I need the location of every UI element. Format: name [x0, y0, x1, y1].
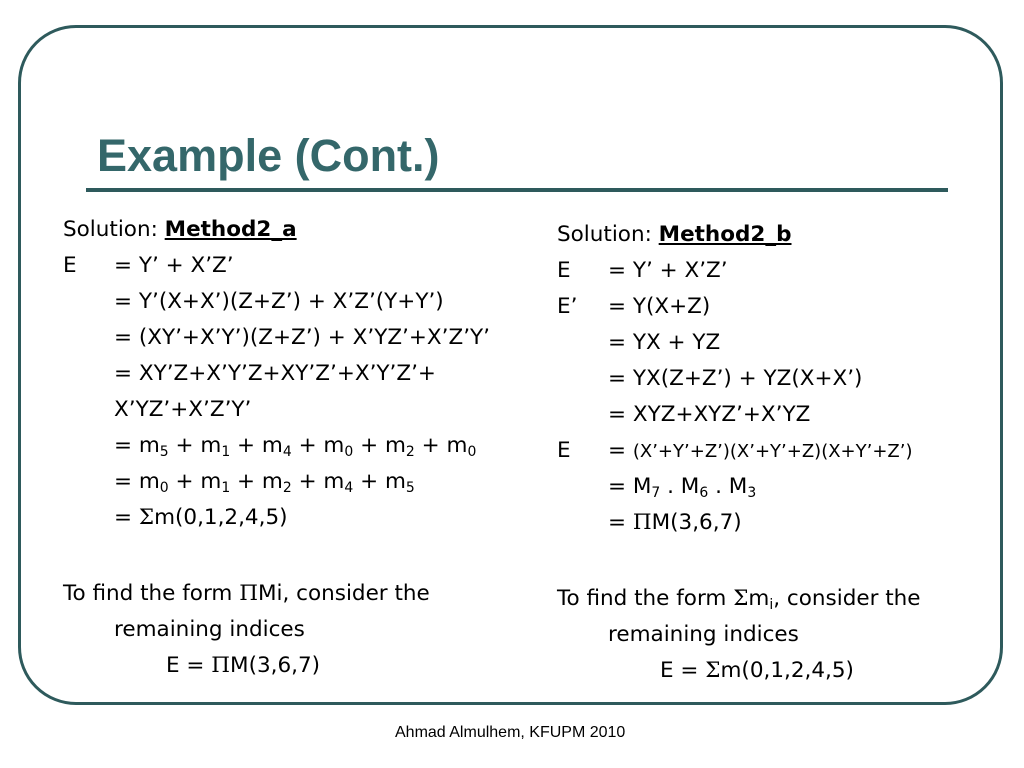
variable-label: E	[557, 258, 571, 283]
expression-text: = (XY’+X’Y’)(Z+Z’) + X’YZ’+X’Z’Y’	[114, 325, 490, 350]
method-label: Method2_b	[658, 222, 792, 247]
solution-label: Solution:	[63, 217, 165, 242]
method-label: Method2_a	[164, 217, 297, 242]
expression-text: = YX + YZ	[608, 330, 721, 355]
pi-symbol: Π	[632, 510, 652, 535]
expression-text: X’YZ’+X’Z’Y’	[114, 397, 252, 422]
product-of-maxterms: = ΠM(3,6,7)	[608, 510, 742, 535]
variable-label: E	[63, 253, 77, 278]
expression-text: = Y’(X+X’)(Z+Z’) + X’Z’(Y+Y’)	[114, 289, 444, 314]
sigma-symbol: Σ	[705, 658, 721, 683]
sum-of-minterms: = Σm(0,1,2,4,5)	[114, 505, 288, 530]
maxterm-expression: = $M_7$ . $M_6$ . $M_3$	[608, 474, 757, 502]
expression-text: = Y’ + X’Z’	[608, 258, 728, 283]
pi-symbol: Π	[239, 581, 258, 606]
pi-symbol: Π	[211, 653, 231, 678]
variable-label: E’	[557, 294, 578, 319]
title-underline	[86, 188, 948, 192]
slide-title: Example (Cont.)	[97, 130, 440, 181]
sigma-symbol: Σ	[138, 505, 155, 530]
solution-label: Solution:	[557, 222, 659, 247]
variable-label: E	[557, 438, 571, 463]
expression-text: = YX(Z+Z’) + YZ(X+X’)	[608, 366, 863, 391]
sigma-symbol: Σ	[733, 586, 749, 611]
slide-footer: Ahmad Almulhem, KFUPM 2010	[395, 724, 626, 741]
minterm-expression: = $m_0 + m_1 + m_2 + m_4 + m_5$	[114, 469, 415, 497]
expression-text: = XY’Z+X’Y’Z+XY’Z’+X’Y’Z’+	[114, 361, 436, 386]
minterm-expression: = $m_5 + m_1 + m_4 + m_0 + m_2 + m_0$	[114, 433, 477, 461]
expression-text: = XYZ+XYZ’+X’YZ	[608, 402, 811, 427]
expression-text: = Y’ + X’Z’	[114, 253, 234, 278]
expression-text: = (X’+Y’+Z’)(X’+Y’+Z)(X+Y’+Z’)	[608, 438, 913, 463]
expression-text: = Y(X+Z)	[608, 294, 711, 319]
